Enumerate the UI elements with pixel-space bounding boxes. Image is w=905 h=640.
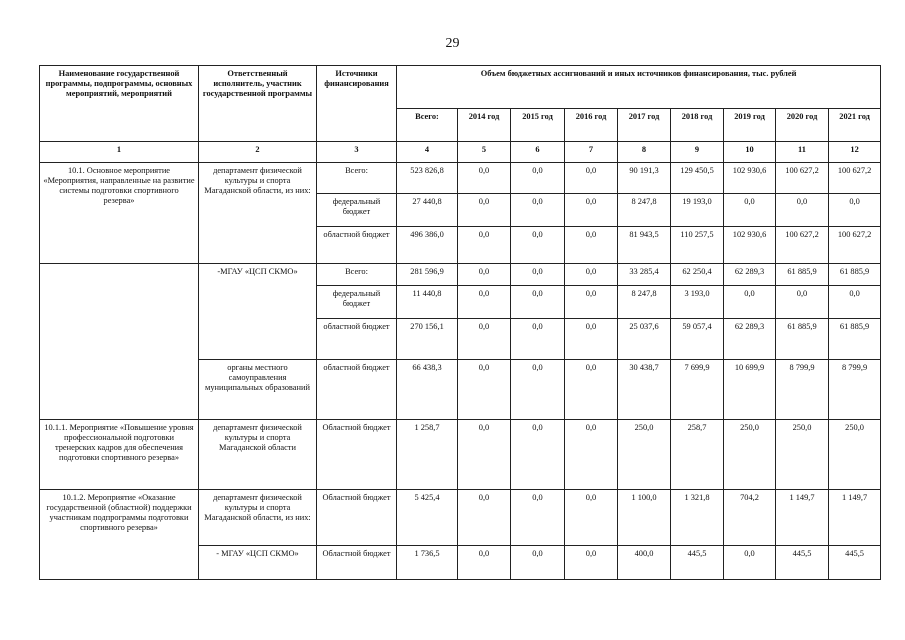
value-cell: 496 386,0 (397, 227, 458, 264)
value-cell: 110 257,5 (671, 227, 724, 264)
value-cell: 0,0 (565, 420, 618, 490)
source-cell: областной бюджет (317, 360, 397, 420)
value-cell: 445,5 (671, 546, 724, 580)
header-total: Всего: (397, 109, 458, 142)
value-cell: 250,0 (776, 420, 829, 490)
value-cell: 33 285,4 (618, 264, 671, 286)
column-number: 9 (671, 142, 724, 163)
activity-name: 10.1.1. Мероприятие «Повышение уровня профессиональной подготовки тренерских кадров для обеспечения подготовки спортивного резерва» (40, 420, 199, 490)
value-cell: 61 885,9 (776, 264, 829, 286)
value-cell: 8 247,8 (618, 286, 671, 319)
value-cell: 445,5 (776, 546, 829, 580)
value-cell: 0,0 (511, 546, 565, 580)
value-cell: 27 440,8 (397, 194, 458, 227)
header-year: 2019 год (724, 109, 776, 142)
value-cell: 0,0 (511, 360, 565, 420)
executor-name: - МГАУ «ЦСП СКМО» (199, 546, 317, 580)
value-cell: 0,0 (511, 319, 565, 360)
table-row (40, 420, 881, 490)
column-number: 5 (458, 142, 511, 163)
table-row (40, 490, 881, 546)
value-cell: 400,0 (618, 546, 671, 580)
value-cell: 30 438,7 (618, 360, 671, 420)
value-cell: 0,0 (565, 194, 618, 227)
value-cell: 0,0 (458, 163, 511, 194)
value-cell: 0,0 (829, 194, 881, 227)
header-year: 2021 год (829, 109, 881, 142)
column-number: 12 (829, 142, 881, 163)
value-cell: 0,0 (511, 227, 565, 264)
executor-name: департамент физической культуры и спорта Магаданской области, из них: (199, 163, 317, 264)
header-volume: Объем бюджетных ассигнований и иных источников финансирования, тыс. рублей (397, 66, 881, 109)
value-cell: 0,0 (458, 194, 511, 227)
value-cell: 0,0 (565, 163, 618, 194)
column-number: 11 (776, 142, 829, 163)
value-cell: 81 943,5 (618, 227, 671, 264)
value-cell: 61 885,9 (829, 264, 881, 286)
value-cell: 129 450,5 (671, 163, 724, 194)
header-row (40, 66, 881, 109)
value-cell: 0,0 (458, 319, 511, 360)
value-cell: 270 156,1 (397, 319, 458, 360)
value-cell: 100 627,2 (776, 163, 829, 194)
value-cell: 250,0 (618, 420, 671, 490)
value-cell: 0,0 (565, 319, 618, 360)
value-cell: 90 191,3 (618, 163, 671, 194)
value-cell: 0,0 (458, 420, 511, 490)
header-year: 2014 год (458, 109, 511, 142)
table-row (40, 264, 881, 286)
header-year: 2016 год (565, 109, 618, 142)
source-cell: Всего: (317, 264, 397, 286)
column-number: 10 (724, 142, 776, 163)
value-cell: 7 699,9 (671, 360, 724, 420)
value-cell: 0,0 (458, 227, 511, 264)
value-cell: 0,0 (458, 286, 511, 319)
source-cell: Всего: (317, 163, 397, 194)
value-cell: 0,0 (511, 194, 565, 227)
source-cell: Областной бюджет (317, 546, 397, 580)
value-cell: 704,2 (724, 490, 776, 546)
value-cell: 0,0 (776, 286, 829, 319)
header-year: 2015 год (511, 109, 565, 142)
value-cell: 8 799,9 (829, 360, 881, 420)
value-cell: 0,0 (565, 227, 618, 264)
value-cell: 25 037,6 (618, 319, 671, 360)
value-cell: 19 193,0 (671, 194, 724, 227)
header-executor: Ответственный исполнитель, участник государственной программы (199, 66, 317, 142)
column-number: 8 (618, 142, 671, 163)
activity-name (40, 264, 199, 420)
value-cell: 61 885,9 (829, 319, 881, 360)
source-cell: Областной бюджет (317, 490, 397, 546)
header-year: 2018 год (671, 109, 724, 142)
executor-name: департамент физической культуры и спорта Магаданской области, из них: (199, 490, 317, 546)
value-cell: 1 321,8 (671, 490, 724, 546)
executor-name: -МГАУ «ЦСП СКМО» (199, 264, 317, 360)
column-number: 3 (317, 142, 397, 163)
header-year: 2020 год (776, 109, 829, 142)
value-cell: 250,0 (724, 420, 776, 490)
value-cell: 1 149,7 (829, 490, 881, 546)
value-cell: 0,0 (565, 360, 618, 420)
budget-table (39, 65, 881, 580)
page-number: 29 (445, 36, 460, 51)
column-number: 6 (511, 142, 565, 163)
value-cell: 0,0 (511, 264, 565, 286)
value-cell: 0,0 (565, 546, 618, 580)
activity-name: 10.1. Основное мероприятие «Мероприятия, направленные на развитие системы подготовки спортивного резерва» (40, 163, 199, 264)
value-cell: 100 627,2 (776, 227, 829, 264)
value-cell: 0,0 (724, 546, 776, 580)
activity-name: 10.1.2. Мероприятие «Оказание государственной (областной) поддержки участникам подпрограммы подготовки спортивного резерва» (40, 490, 199, 580)
value-cell: 66 438,3 (397, 360, 458, 420)
value-cell: 11 440,8 (397, 286, 458, 319)
table-row (40, 163, 881, 194)
header-name: Наименование государственной программы, подпрограммы, основных мероприятий, мероприятий (40, 66, 199, 142)
source-cell: областной бюджет (317, 319, 397, 360)
value-cell: 0,0 (565, 286, 618, 319)
column-number: 4 (397, 142, 458, 163)
header-year: 2017 год (618, 109, 671, 142)
value-cell: 62 250,4 (671, 264, 724, 286)
column-number: 7 (565, 142, 618, 163)
value-cell: 102 930,6 (724, 227, 776, 264)
value-cell: 0,0 (511, 420, 565, 490)
value-cell: 8 799,9 (776, 360, 829, 420)
value-cell: 100 627,2 (829, 227, 881, 264)
value-cell: 61 885,9 (776, 319, 829, 360)
value-cell: 0,0 (565, 264, 618, 286)
source-cell: областной бюджет (317, 227, 397, 264)
value-cell: 10 699,9 (724, 360, 776, 420)
value-cell: 62 289,3 (724, 264, 776, 286)
value-cell: 8 247,8 (618, 194, 671, 227)
value-cell: 0,0 (724, 194, 776, 227)
value-cell: 59 057,4 (671, 319, 724, 360)
value-cell: 445,5 (829, 546, 881, 580)
value-cell: 250,0 (829, 420, 881, 490)
value-cell: 0,0 (511, 163, 565, 194)
value-cell: 1 100,0 (618, 490, 671, 546)
value-cell: 258,7 (671, 420, 724, 490)
value-cell: 100 627,2 (829, 163, 881, 194)
value-cell: 102 930,6 (724, 163, 776, 194)
value-cell: 0,0 (458, 546, 511, 580)
executor-name: департамент физической культуры и спорта Магаданской области (199, 420, 317, 490)
value-cell: 281 596,9 (397, 264, 458, 286)
value-cell: 523 826,8 (397, 163, 458, 194)
source-cell: Областной бюджет (317, 420, 397, 490)
value-cell: 0,0 (724, 286, 776, 319)
value-cell: 0,0 (511, 490, 565, 546)
value-cell: 1 258,7 (397, 420, 458, 490)
source-cell: федеральный бюджет (317, 194, 397, 227)
value-cell: 1 736,5 (397, 546, 458, 580)
value-cell: 5 425,4 (397, 490, 458, 546)
value-cell: 0,0 (776, 194, 829, 227)
column-number: 1 (40, 142, 199, 163)
value-cell: 0,0 (458, 490, 511, 546)
value-cell: 0,0 (565, 490, 618, 546)
source-cell: федеральный бюджет (317, 286, 397, 319)
value-cell: 3 193,0 (671, 286, 724, 319)
column-number: 2 (199, 142, 317, 163)
header-sources: Источники финансирования (317, 66, 397, 142)
executor-name: органы местного самоуправления муниципальных образований (199, 360, 317, 420)
value-cell: 0,0 (829, 286, 881, 319)
value-cell: 0,0 (511, 286, 565, 319)
value-cell: 0,0 (458, 264, 511, 286)
value-cell: 0,0 (458, 360, 511, 420)
value-cell: 62 289,3 (724, 319, 776, 360)
column-numbers-row (40, 142, 881, 163)
value-cell: 1 149,7 (776, 490, 829, 546)
